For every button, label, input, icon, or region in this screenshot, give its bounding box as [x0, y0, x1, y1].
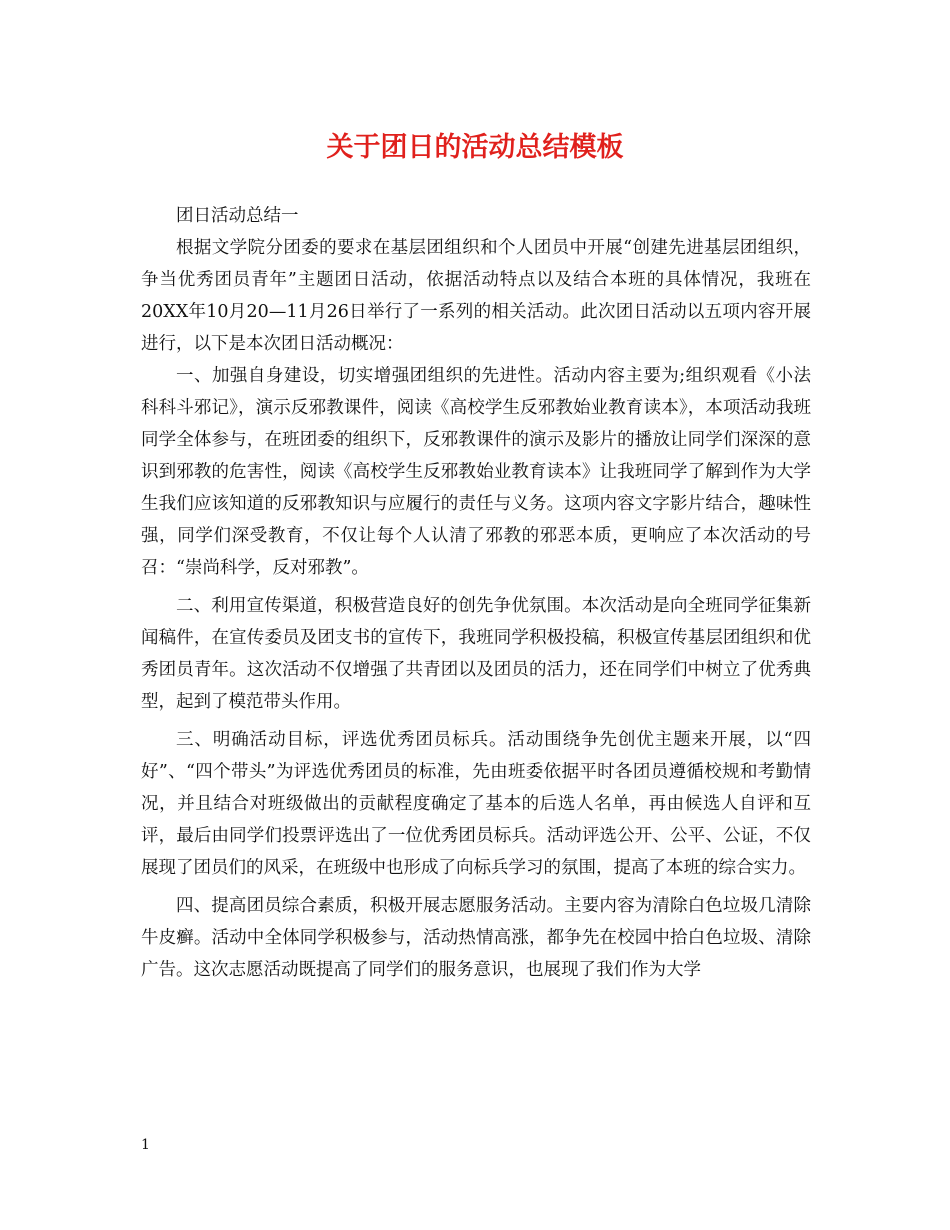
paragraph-item-1: 一、加强自身建设，切实增强团组织的先进性。活动内容主要为;组织观看《小法科科斗邪记》，演示反邪教课件，阅读《高校学生反邪教始业教育读本》，本项活动我班同学全体参与，在班团委的组织下，反邪教课件的演示及影片的播放让同学们深深的意识到邪教的危害性，阅读《高校学生反邪教始业教育读本》让我班同学了解到作为大学生我们应该知道的反邪教知识与应履行的责任与义务。这项内容文字影片结合，趣味性强，同学们深受教育，不仅让每个人认清了邪教的邪恶本质，更响应了本次活动的号召：“崇尚科学，反对邪教”。 — [141, 366, 811, 578]
document-title: 关于团日的活动总结模板 — [326, 132, 624, 163]
paragraph-item-3: 三、明确活动目标，评选优秀团员标兵。活动围绕争先创优主题来开展，以“四好”、“四个带头”为评选优秀团员的标准，先由班委依据平时各团员遵循校规和考勤情况，并且结合对班级做出的贡献程度确定了基本的后选人名单，再由候选人自评和互评，最后由同学们投票评选出了一位优秀团员标兵。活动评选公开、公平、公证，不仅展现了团员们的风采，在班级中也形成了向标兵学习的氛围，提高了本班的综合实力。 — [141, 730, 811, 878]
document-body — [141, 200, 811, 986]
paragraph-item-4: 四、提高团员综合素质，积极开展志愿服务活动。主要内容为清除白色垃圾几清除牛皮癣。活动中全体同学积极参与，活动热情高涨，都争先在校园中拾白色垃圾、清除广告。这次志愿活动既提高了同学们的服务意识，也展现了我们作为大学 — [141, 896, 811, 980]
section-heading: 团日活动总结一 — [176, 206, 299, 226]
paragraph-item-2: 二、利用宣传渠道，积极营造良好的创先争优氛围。本次活动是向全班同学征集新闻稿件，在宣传委员及团支书的宣传下，我班同学积极投稿，积极宣传基层团组织和优秀团员青年。这次活动不仅增强了共青团以及团员的活力，还在同学们中树立了优秀典型，起到了模范带头作用。 — [141, 596, 811, 712]
paragraph-intro: 根据文学院分团委的要求在基层团组织和个人团员中开展“创建先进基层团组织，争当优秀团员青年”主题团日活动，依据活动特点以及结合本班的具体情况，我班在20XX年10月20—11月26日举行了一系列的相关活动。此次团日活动以五项内容开展进行，以下是本次团日活动概况： — [141, 238, 811, 354]
page-number: 1 — [141, 1137, 150, 1153]
